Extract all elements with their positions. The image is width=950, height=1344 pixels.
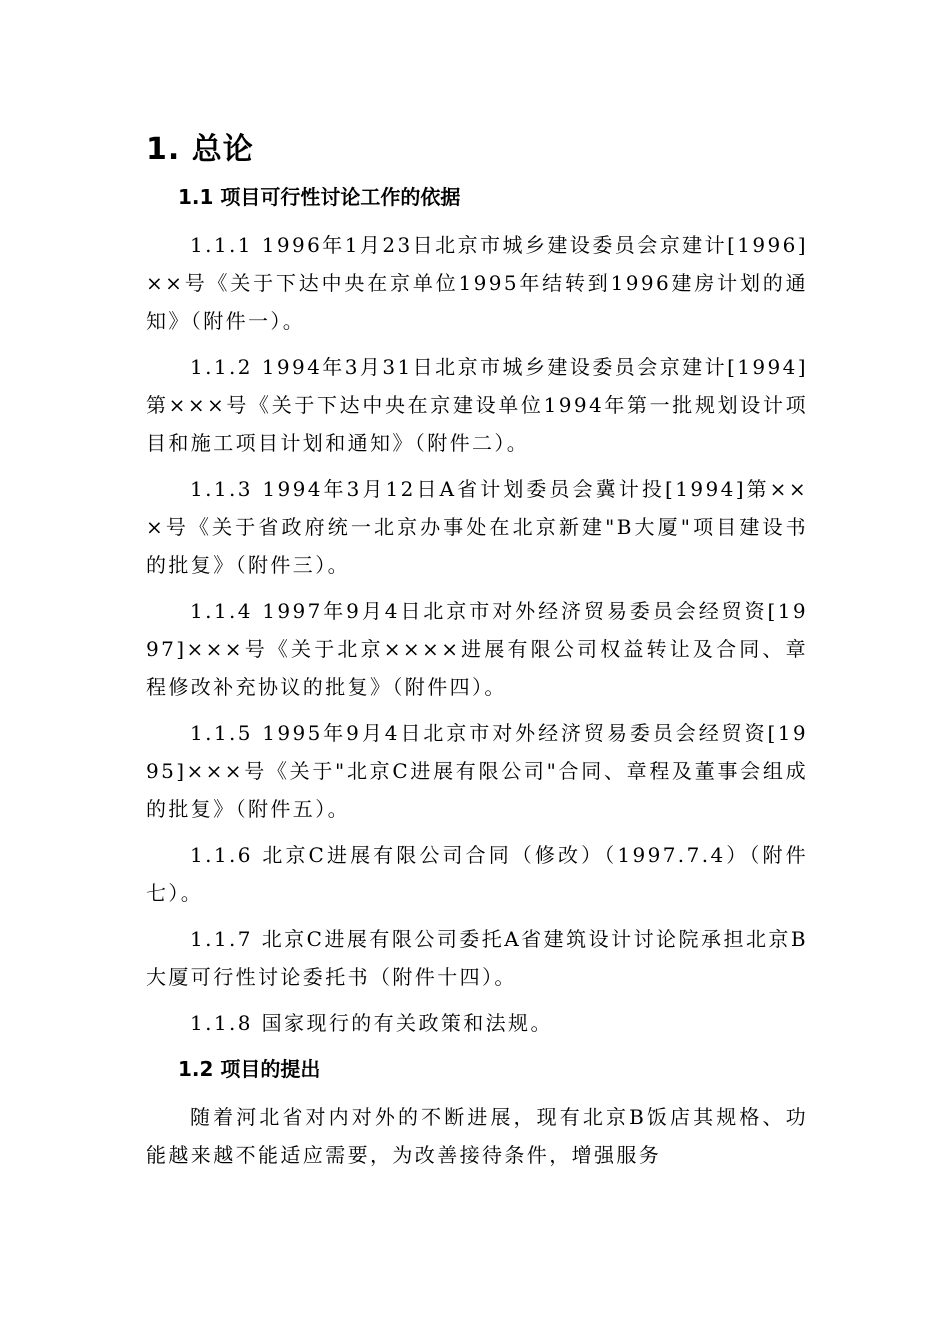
basis-item-1-1-6: 1.1.6 北京C进展有限公司合同（修改）（1997.7.4）（附件七）。 bbox=[146, 843, 808, 905]
basis-item-1-1-8: 1.1.8 国家现行的有关政策和法规。 bbox=[190, 1011, 553, 1035]
basis-item-1-1-4: 1.1.4 1997年9月4日北京市对外经济贸易委员会经贸资[1997]×××号《关于北京××××进展有限公司权益转让及合同、章程修改补充协议的批复》（附件四）。 bbox=[146, 599, 808, 699]
section-heading-1-2: 1.2 项目的提出 bbox=[178, 1057, 321, 1081]
section-heading-1-1: 1.1 项目可行性讨论工作的依据 bbox=[178, 185, 461, 209]
project-proposal-paragraph: 随着河北省对内对外的不断进展，现有北京B饭店其规格、功能越来越不能适应需要，为改善接待条件，增强服务 bbox=[146, 1105, 808, 1167]
basis-item-1-1-1: 1.1.1 1996年1月23日北京市城乡建设委员会京建计[1996]××号《关于下达中央在京单位1995年结转到1996建房计划的通知》（附件一）。 bbox=[146, 233, 808, 333]
basis-item-1-1-5: 1.1.5 1995年9月4日北京市对外经济贸易委员会经贸资[1995]×××号《关于"北京C进展有限公司"合同、章程及董事会组成的批复》（附件五）。 bbox=[146, 721, 808, 821]
basis-item-1-1-7: 1.1.7 北京C进展有限公司委托A省建筑设计讨论院承担北京B大厦可行性讨论委托书（附件十四）。 bbox=[146, 927, 808, 989]
chapter-heading: 1. 总论 bbox=[146, 132, 254, 167]
document-body bbox=[146, 128, 808, 1182]
basis-item-1-1-3: 1.1.3 1994年3月12日A省计划委员会冀计投[1994]第×××号《关于省政府统一北京办事处在北京新建"B大厦"项目建设书的批复》（附件三）。 bbox=[146, 477, 808, 577]
basis-item-1-1-2: 1.1.2 1994年3月31日北京市城乡建设委员会京建计[1994]第×××号《关于下达中央在京建设单位1994年第一批规划设计项目和施工项目计划和通知》（附件二）。 bbox=[146, 355, 808, 455]
